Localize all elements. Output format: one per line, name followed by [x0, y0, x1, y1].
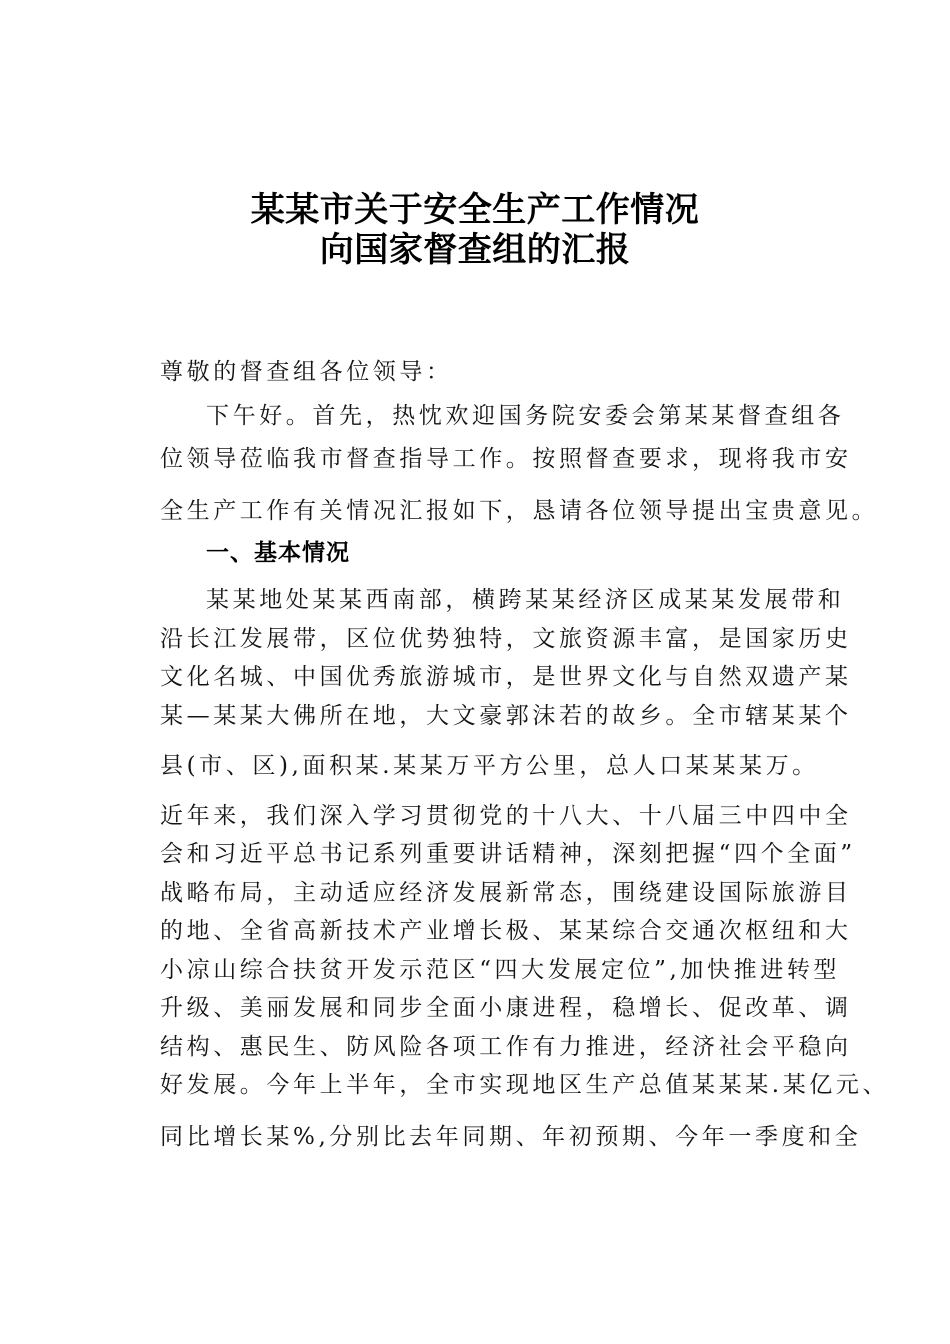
salutation: 尊敬的督查组各位领导：: [160, 359, 453, 385]
intro-line: 全生产工作有关情况汇报如下，恳请各位领导提出宝贵意见。: [160, 498, 879, 524]
paragraph-line: 近年来，我们深入学习贯彻党的十八大、十八届三中四中全: [160, 803, 852, 829]
paragraph-line: 沿长江发展带，区位优势独特，文旅资源丰富，是国家历史: [160, 626, 852, 652]
paragraph-line: 小凉山综合扶贫开发示范区“四大发展定位”,加快推进转型: [160, 957, 841, 983]
paragraph-line: 结构、惠民生、防风险各项工作有力推进，经济社会平稳向: [160, 1034, 852, 1060]
paragraph-line: 文化名城、中国优秀旅游城市，是世界文化与自然双遗产某: [160, 664, 852, 690]
document-title-line-1: 某某市关于安全生产工作情况: [250, 190, 700, 230]
paragraph-line: 升级、美丽发展和同步全面小康进程，稳增长、促改革、调: [160, 995, 852, 1021]
paragraph-line: 会和习近平总书记系列重要讲话精神，深刻把握“四个全面”: [160, 841, 856, 867]
paragraph-line: 战略布局，主动适应经济发展新常态，围绕建设国际旅游目: [160, 880, 852, 906]
intro-line: 位领导莅临我市督查指导工作。按照督查要求，现将我市安: [160, 446, 852, 472]
paragraph-line: 某—某某大佛所在地，大文豪郭沫若的故乡。全市辖某某个: [160, 703, 852, 729]
paragraph-line: 某某地处某某西南部，横跨某某经济区成某某发展带和: [206, 587, 845, 613]
document-title-line-2: 向国家督查组的汇报: [319, 230, 631, 270]
paragraph-line: 的地、全省高新技术产业增长极、某某综合交通次枢纽和大: [160, 918, 852, 944]
intro-line: 下午好。首先，热忱欢迎国务院安委会第某某督查组各: [206, 403, 845, 429]
paragraph-line: 同比增长某%,分别比去年同期、年初预期、今年一季度和全: [160, 1124, 862, 1150]
paragraph-line: 县(市、区),面积某.某某万平方公里，总人口某某某万。: [160, 753, 819, 779]
paragraph-line: 好发展。今年上半年，全市实现地区生产总值某某某.某亿元、: [160, 1072, 890, 1098]
section-heading: 一、基本情况: [206, 540, 350, 566]
